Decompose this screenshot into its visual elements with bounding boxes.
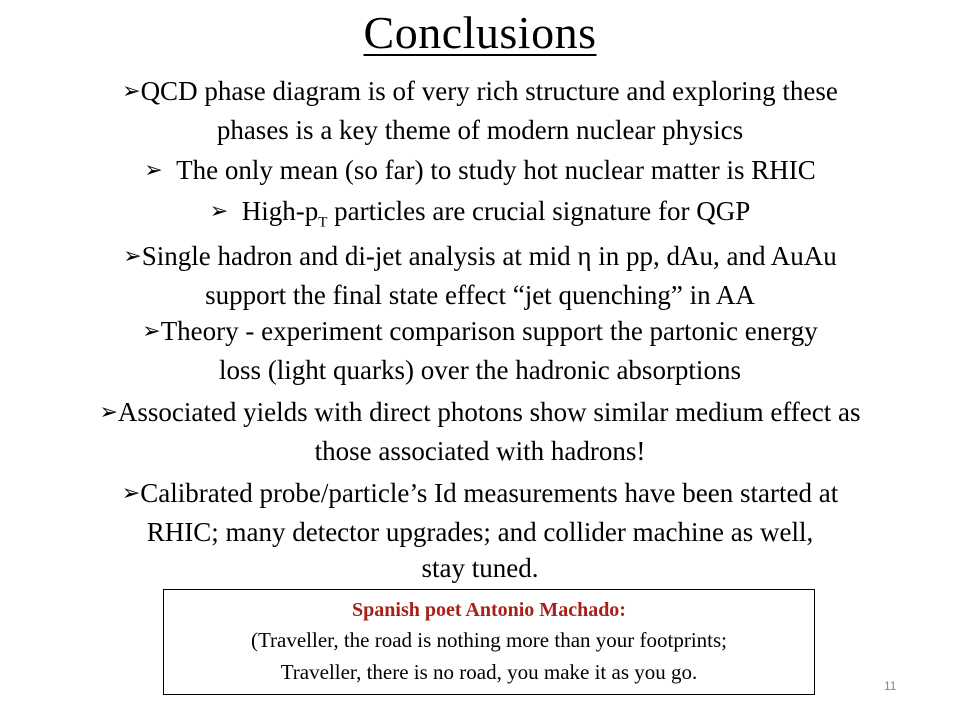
quote-line-2: Traveller, there is no road, you make it as you go. (280, 660, 698, 684)
bullet-text-line: Single hadron and di-jet analysis at mid η in pp, dAu, and AuAu (141, 241, 837, 271)
arrow-bullet-icon: ➢ (121, 481, 141, 506)
bullet-rhic (18, 152, 942, 191)
bullet-calibrated-probe (18, 475, 942, 586)
arrow-bullet-icon: ➢ (142, 319, 161, 344)
arrow-bullet-icon: ➢ (123, 244, 142, 269)
bullet-theory-experiment (18, 313, 942, 388)
quote-box (163, 589, 815, 695)
bullet-text-prefix: High-p (241, 196, 319, 226)
bullet-text-line: those associated with hadrons! (314, 436, 646, 466)
bullet-text-suffix: particles are crucial signature for QGP (327, 196, 751, 226)
bullet-direct-photons (18, 394, 942, 469)
bullet-text-line: loss (light quarks) over the hadronic absorptions (219, 355, 741, 385)
bullet-text-line: support the final state effect “jet quenching” in AA (205, 280, 755, 310)
bullet-text-line: stay tuned. (421, 553, 539, 583)
arrow-bullet-icon: ➢ (209, 199, 229, 224)
bullet-qcd-phase-diagram (18, 73, 942, 148)
bullet-text-line: Theory - experiment comparison support the partonic energy (160, 316, 818, 346)
bullet-high-pt (18, 193, 942, 240)
quote-line-1: (Traveller, the road is nothing more than your footprints; (250, 628, 728, 652)
page-number: 11 (884, 679, 897, 693)
bullet-text-line: Calibrated probe/particle’s Id measurements have been started at (140, 478, 839, 508)
arrow-bullet-icon: ➢ (99, 400, 118, 425)
page-title: Conclusions (363, 7, 597, 58)
bullet-text-line: The only mean (so far) to study hot nuclear matter is RHIC (176, 155, 816, 185)
quote-title: Spanish poet Antonio Machado: (352, 599, 626, 621)
bullet-text-line: RHIC; many detector upgrades; and collider machine as well, (146, 517, 814, 547)
arrow-bullet-icon: ➢ (122, 79, 141, 104)
arrow-bullet-icon: ➢ (144, 158, 163, 183)
bullet-text-line: QCD phase diagram is of very rich structure and exploring these (140, 76, 838, 106)
bullet-text-line: phases is a key theme of modern nuclear physics (216, 115, 744, 145)
bullet-text-line: Associated yields with direct photons show similar medium effect as (117, 397, 861, 427)
bullet-single-hadron (18, 238, 942, 313)
bullet-text-subscript: T (318, 214, 328, 231)
